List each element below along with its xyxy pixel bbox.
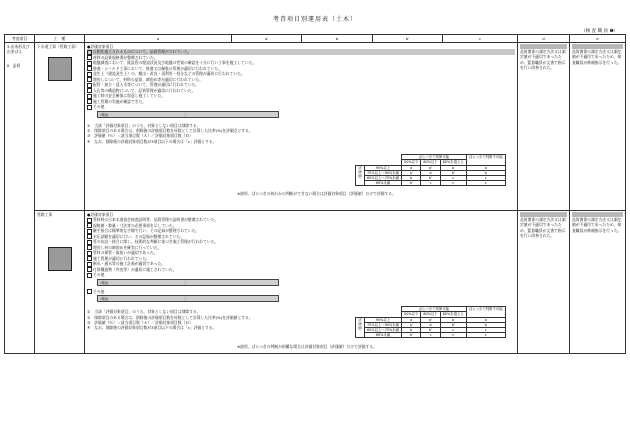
header-d: d	[518, 35, 570, 43]
list-item[interactable]: 施工管理が適切に行われていた。	[87, 256, 515, 262]
other-reason-field[interactable]: ［理由： ］	[97, 279, 279, 286]
list-item[interactable]: 付帯構造物（弁室等）が適切に施工されていた。	[87, 267, 515, 273]
other-reason-field[interactable]: ［理由： ］	[97, 111, 279, 118]
list-item[interactable]: 材料の品質規格書が整備されていた。	[87, 55, 515, 61]
list-item[interactable]: 埋戻し材の締固めを確実に行っていた。	[87, 245, 515, 251]
d-text: 品質関係の測定方法又は測定値が不適切であったため、監督職員が文書で指示を行い改善された。	[520, 217, 566, 238]
footnote: ※波形、ばらつきの何れかの判断ができない場合は評価対象項目（評価値）だけで評価する。	[237, 191, 396, 197]
list-item[interactable]: 推進・シールド工事において、推進又は掘進の管理が適切に行われていた。	[87, 66, 515, 72]
list-item[interactable]: 継手接合は標準的な手順で行い、その記録が整理されていた。	[87, 228, 515, 234]
note-2: ② 削除項目のある場合は、削除後の評価項目数を母数として計算した比率(%)を評価値とする。	[87, 314, 253, 320]
e-cell	[570, 43, 626, 211]
header-item: 考査項目	[5, 35, 35, 43]
other-reason-field-2[interactable]: ［理由： ］	[97, 295, 279, 302]
header-b2: b'	[373, 35, 443, 43]
list-item[interactable]: 人孔等の構造物について、品質管理が適切に行われていた。	[87, 88, 515, 94]
checkbox[interactable]	[87, 105, 92, 110]
item-title: 3.出来形及び出来ばえ	[7, 44, 30, 55]
note-4: ④ なお、削除後の評価対象項目数が3項目以下の場合は「c」評価とする。	[87, 325, 217, 331]
type-marker	[48, 57, 72, 81]
note-3: ③ 評価値（％）＝該当項目数（Ａ）／評価対象項目数（Ｂ）	[87, 133, 193, 139]
e-text: 品質関係の測定方法又は測定値が不適切であったため、検査職員が修補指示を行った。	[572, 217, 622, 233]
type-cell	[35, 43, 85, 211]
criteria-cell	[85, 211, 518, 354]
list-item[interactable]: 規格値・数量・寸法等の必要事項を示していた。	[87, 223, 515, 229]
list-item[interactable]: 水圧試験を適切に行い、その記録が整理されていた。	[87, 234, 515, 240]
table-row	[5, 211, 626, 354]
judgement-table: ばらつきで判断可能 ばらつきで判断不可能 50%以下 80%以下 80%を超える 評価値 90%以上 a a' b a 75%以上～90%未満 a' b b' b 60%以上～75%未満 b b' c c 60%未満 b' c c c	[355, 306, 506, 338]
list-item[interactable]: 管の布設・接合に関し、技術的な判断に基づき施工管理が行われていた。	[87, 239, 515, 245]
list-item[interactable]: 埋戻しについて、材料の品質、締固め等が適切に行われていた。	[87, 77, 515, 83]
type-label: 下水道工事（管路工事）	[37, 44, 79, 50]
judgement-header: ばらつきで判断可能	[402, 155, 467, 160]
list-item[interactable]: 管材の保管・取扱いが適切であった。	[87, 250, 515, 256]
list-item[interactable]: 自動化施工されるものについて、品質管理がされていた。	[87, 49, 515, 55]
d-cell	[518, 43, 570, 211]
list-item[interactable]: 断水・通水等の施工計画が適切であった。	[87, 261, 515, 267]
type-marker	[48, 247, 72, 271]
header-a: a	[85, 35, 232, 43]
header-e: e	[570, 35, 626, 43]
checkbox[interactable]	[87, 273, 92, 278]
item-cell	[5, 43, 35, 354]
criteria-heading: ●評価対象項目	[87, 44, 114, 50]
judgement-header-right: ばらつきで判断不可能	[466, 155, 505, 165]
list-item[interactable]: 管材料は日本水道協会検査証明等、品質管理の証明書が整備されていた。	[87, 217, 515, 223]
checkbox[interactable]	[87, 289, 92, 294]
note-3: ③ 評価値（％）＝該当項目数（Ａ）／評価対象項目数（Ｂ）	[87, 319, 193, 325]
footnote: ※波形、ばらつきの判断が困難な場合は評価対象項目（評価値）だけで評価する。	[237, 344, 377, 350]
header-c: c	[443, 35, 518, 43]
note-1: ① 当該「評価対象項目」のうち、対象としない項目は削除する。	[87, 309, 201, 315]
e-text: 品質関係の測定方法又は測定値が不適切であったため、検査職員が修補指示を行った。	[572, 49, 622, 65]
list-item[interactable]: 施工時の安全確保に留意し施工していた。	[87, 93, 515, 99]
type-cell	[35, 211, 85, 354]
header-type: 工 種	[35, 35, 85, 43]
item-subtitle: Ⅱ．品質	[7, 62, 21, 68]
table-row	[5, 43, 626, 211]
table-header-row	[5, 35, 626, 43]
e-cell	[570, 211, 626, 354]
judgement-header-right: ばらつきで判断不可能	[466, 307, 505, 317]
document-title: 考査項目別運用表（土木）	[272, 16, 357, 23]
judgement-header: ばらつきで判断可能	[402, 307, 467, 312]
note-4: ④ なお、削除後の評価対象項目数が3項目以下の場合は「c」評価とする。	[87, 138, 217, 144]
note-1: ① 当該「評価対象項目」のうち、対象としない項目は削除する。	[87, 122, 201, 128]
criteria-heading: ●評価対象項目	[87, 212, 114, 218]
list-item-other[interactable]: その他	[87, 104, 515, 110]
judgement-table: ばらつきで判断可能 ばらつきで判断不可能 50%以下 80%以下 80%を超える 評価値 90%以上 a a' b a 75%以上～90%未満 a' b b' b 60%以上～75%未満 b b' c c 60%未満 b' c c c	[355, 154, 506, 186]
list-item-other[interactable]: その他	[87, 272, 515, 278]
criteria-cell	[85, 43, 518, 211]
d-text: 品質関係の測定方法又は測定値が不適切であったため、監督職員が文書で指示を行い改善された。	[520, 49, 566, 70]
note-2: ② 削除項目のある場合は、削除後の評価項目数を母数として計算した比率(%)を評価点とする。	[87, 128, 253, 134]
list-item[interactable]: 発生土（建設発生土）の、搬出・改良・再利用・処分などの管理が適切に行われていた。	[87, 71, 515, 77]
list-item[interactable]: 施工管理の実施が確認できた。	[87, 99, 515, 105]
header-a2: a'	[232, 35, 302, 43]
evaluation-table	[4, 34, 626, 354]
list-item[interactable]: 配管・接合・浸入水等について、管理が適切に行われていた。	[87, 82, 515, 88]
list-item[interactable]: 地盤調査において、既設管の埋設状況及び地盤の性質の確認を十分に行い工事を施工していた。	[87, 60, 515, 66]
list-item-other-2[interactable]: その他	[87, 289, 515, 295]
d-cell	[518, 211, 570, 354]
inspector-label: （検 査 職 員 ❶）	[581, 29, 618, 34]
header-b: b	[302, 35, 373, 43]
type-label: 管路工事	[37, 212, 53, 218]
